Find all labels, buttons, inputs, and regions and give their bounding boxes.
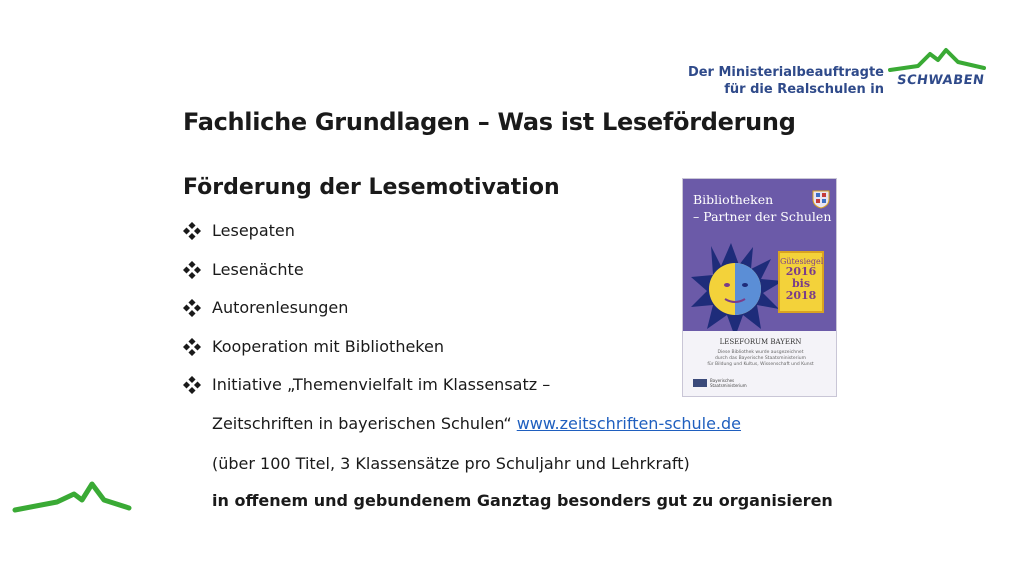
website-link[interactable]: www.zeitschriften-schule.de bbox=[516, 414, 742, 433]
list-item bbox=[183, 221, 550, 260]
diamond-bullet-icon bbox=[183, 376, 201, 394]
schwaben-hill-icon bbox=[888, 46, 988, 96]
list-item bbox=[183, 298, 550, 337]
continuation-line bbox=[212, 414, 741, 433]
diamond-bullet-icon bbox=[183, 338, 201, 356]
bullet-text: Kooperation mit Bibliotheken bbox=[212, 336, 444, 356]
quality-seal bbox=[778, 251, 824, 313]
bullet-list bbox=[183, 221, 550, 414]
continuation-text: Zeitschriften in bayerischen Schulen“ bbox=[212, 414, 517, 433]
green-hill-icon bbox=[12, 478, 132, 518]
logo-line-1: Der Ministerialbeauftragte bbox=[687, 65, 884, 80]
ministry-logo-text bbox=[688, 64, 884, 98]
logo-brand: SCHWABEN bbox=[895, 73, 986, 88]
section-subtitle: Förderung der Lesemotivation bbox=[183, 175, 560, 200]
diamond-bullet-icon bbox=[183, 261, 201, 279]
poster-title: Bibliotheken – Partner der Schulen bbox=[693, 192, 832, 224]
bullet-text: Initiative „Themenvielfalt im Klassensatz – bbox=[212, 375, 551, 394]
library-poster bbox=[682, 178, 837, 397]
poster-footer-title: LESEFORUM BAYERN bbox=[719, 338, 802, 346]
list-item bbox=[183, 337, 550, 376]
page-title: Fachliche Grundlagen – Was ist Leseförderung bbox=[183, 108, 796, 136]
note-text: (über 100 Titel, 3 Klassensätze pro Schuljahr und Lehrkraft) bbox=[212, 454, 690, 473]
poster-footer-logo-text: Bayerisches Staatsministerium bbox=[710, 378, 747, 388]
logo-line-2: für die Realschulen in bbox=[724, 82, 884, 97]
bullet-text: Lesenächte bbox=[212, 259, 304, 279]
poster-footer bbox=[683, 331, 837, 397]
seal-years: 2016 bis 2018 bbox=[785, 265, 817, 302]
emphasis-text: in offenem und gebundenem Ganztag besonders gut zu organisieren bbox=[212, 491, 833, 510]
bavarian-crest-icon bbox=[811, 187, 831, 209]
seal-label: Gütesiegel bbox=[780, 257, 824, 266]
bullet-text: Lesepaten bbox=[212, 221, 295, 240]
list-item bbox=[183, 260, 550, 299]
bullet-text: Autorenlesungen bbox=[212, 298, 349, 317]
list-item bbox=[183, 375, 550, 414]
poster-footer-text: Diese Bibliothek wurde ausgezeichnet durch das Bayerische Staatsministerium für Bildung und Kultus, Wissenschaft und Kunst bbox=[707, 350, 814, 367]
ministry-logo-icon bbox=[693, 379, 707, 387]
diamond-bullet-icon bbox=[183, 299, 201, 317]
diamond-bullet-icon bbox=[183, 222, 201, 240]
